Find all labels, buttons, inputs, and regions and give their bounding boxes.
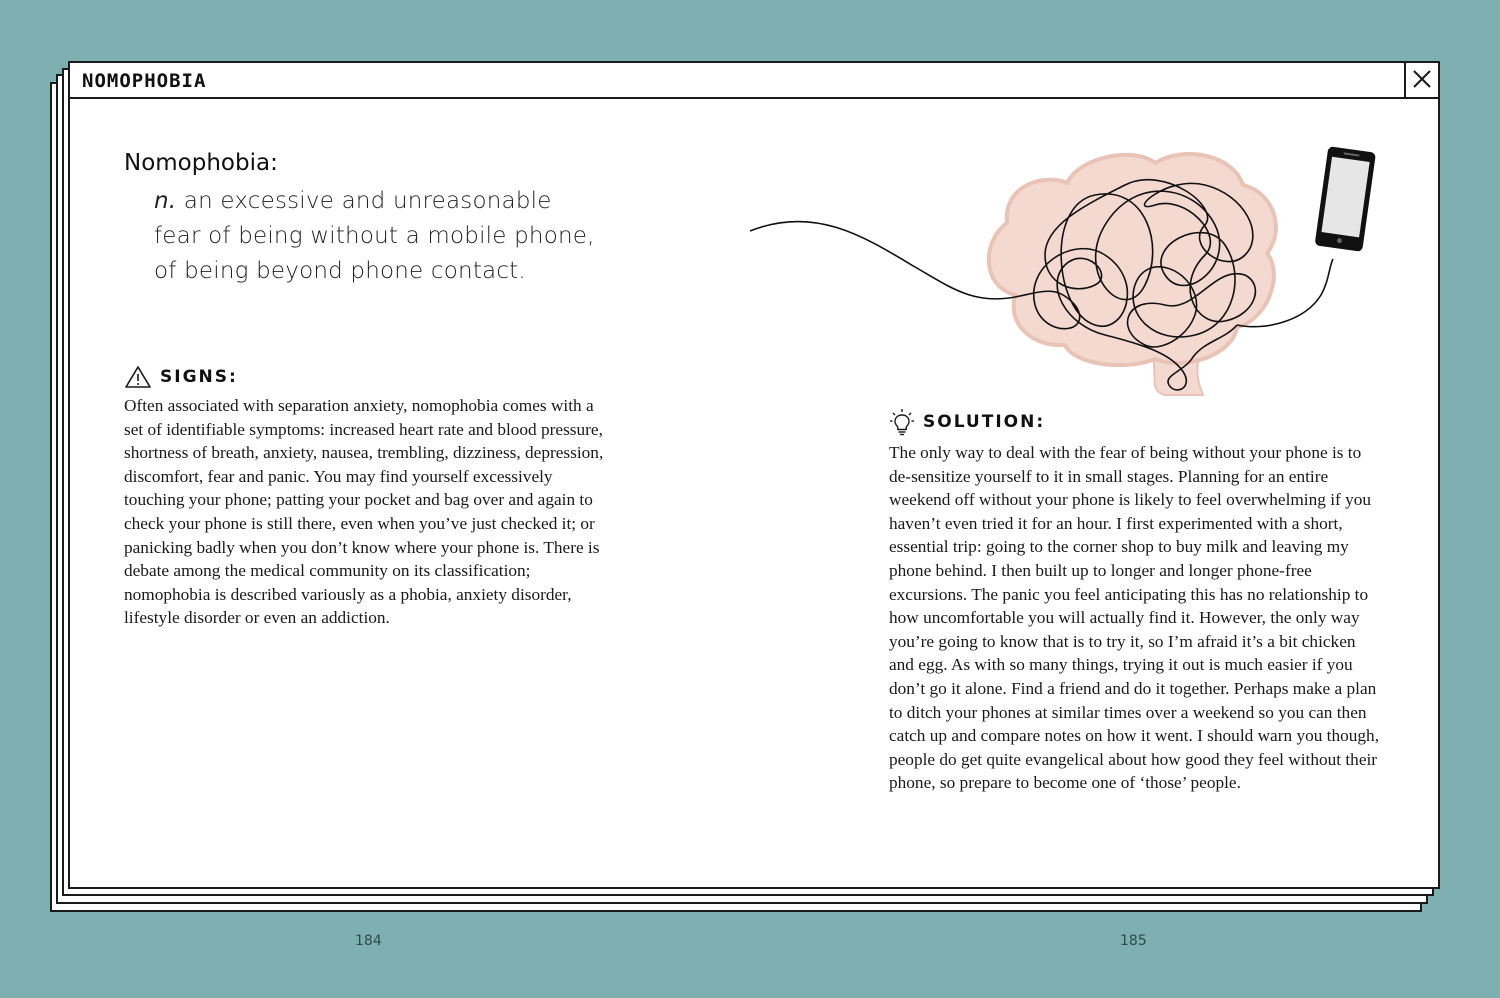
close-icon: [1413, 70, 1431, 88]
close-button[interactable]: [1404, 63, 1438, 97]
warning-icon: [124, 365, 152, 389]
signs-heading-label: SIGNS:: [160, 367, 238, 387]
page-number-right: 185: [1120, 933, 1147, 949]
window-title: NOMOPHOBIA: [82, 70, 207, 92]
page-number-left: 184: [355, 933, 382, 949]
signs-heading: [124, 365, 238, 389]
phone-icon: [1315, 146, 1376, 252]
window-titlebar: [70, 63, 1438, 99]
lightbulb-icon: [889, 408, 915, 436]
solution-body: The only way to deal with the fear of being without your phone is to de-sensitize yourself to it in small stages. Planning for an entire weekend off without your phone is likely to feel overwhelming if you haven’t even tried it for an hour. I first experimented with a short, essential trip: going to the corner shop to buy milk and leaving my phone behind. I then built up to longer and longer phone-free excursions. The panic you feel anticipating this has no relationship to how uncomfortable you will actually find it. However, the only way you’re going to know that is to try it, so I’m afraid it’s a bit chicken and egg. As with so many things, trying it out is much easier if you don’t go it alone. Find a friend and do it together. Perhaps make a plan to ditch your phones at similar times over a weekend so you can then catch up and compare notes on how it went. I should warn you though, people do get quite evangelical about how good they feel without their phone, so prepare to become one of ‘those’ people.: [889, 443, 1380, 793]
signs-body: Often associated with separation anxiety, nomophobia comes with a set of identifiable symptoms: increased heart rate and blood pressure, shortness of breath, anxiety, nausea, trembling, dizziness, depression, discomfort, fear and panic. You may find yourself excessively touching your phone; patting your pocket and bag over and again to check your phone is still there, even when you’ve just checked it; or panicking badly when you don’t know where your phone is. There is debate among the medical community on its classification; nomophobia is described variously as a phobia, anxiety disorder, lifestyle disorder or even an addiction.: [124, 396, 604, 628]
solution-heading-label: SOLUTION:: [923, 412, 1046, 432]
definition-text: [154, 184, 604, 289]
solution-heading: [889, 408, 1045, 436]
definition-body: an excessive and unreasonable fear of being without a mobile phone, of being beyond phone contact.: [154, 188, 595, 284]
brain-phone-illustration: [745, 145, 1385, 405]
part-of-speech: n.: [154, 188, 177, 214]
definition-term: Nomophobia:: [124, 150, 278, 176]
